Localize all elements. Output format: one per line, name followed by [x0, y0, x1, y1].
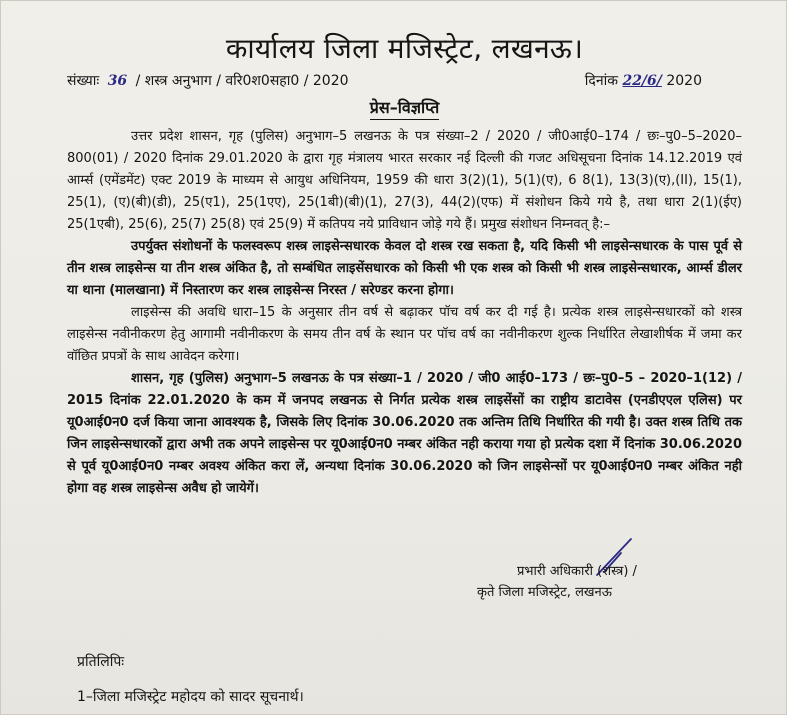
ref-prefix: संख्याः: [67, 73, 100, 89]
heading-wrap: [67, 96, 742, 120]
copy-label: प्रतिलिपिः: [77, 654, 125, 670]
date-handwritten: 22/6/: [622, 73, 662, 89]
signature-authority: कृते जिला मजिस्ट्रेट, लखनऊ: [477, 585, 612, 600]
copy-item: 1–जिला मजिस्ट्रेट महोदय को सादर सूचनार्थ।: [77, 689, 304, 705]
paragraph-two-weapons: उपर्युक्त संशोधनों के फलस्वरूप शस्त्र लाइसेन्सधारक केवल दो शस्त्र रख सकता है, यदि किसी भी लाइसेन्सधारक के पास पूर्व से तीन शस्त्र लाइसेन्स या तीन शस्त्र अंकित है, तो सम्बंधित लाइसेंसधारक को किसी भी एक शस्त्र को किसी भी शस्त्र लाइसेन्सधारक, आर्म्स डीलर या थाना (मालखाना) में निस्तारण कर शस्त्र लाइसेन्स निरस्त / सरेण्डर करना होगा।: [67, 239, 742, 298]
signature-officer: प्रभारी अधिकारी (शस्त्र) /: [517, 564, 637, 579]
date-year: 2020: [666, 73, 702, 89]
paragraph-amendment: उत्तर प्रदेश शासन, गृह (पुलिस) अनुभाग–5 लखनऊ के पत्र संख्या–2 / 2020 / जी0आई0–174 / छः–पु0–5–2020–800(01) / 2020 दिनांक 29.01.2020 के द्वारा गृह मंत्रालय भारत सरकार नई दिल्ली की गजट अधिसूचना दिनांक 14.12.2019 एवं आर्म्स (एमेंडमेंट) एक्ट 2019 के माध्यम से आयुध अधिनियम, 1959 की धारा 3(2)(1), 5(1)(ए), 6 8(1), 13(3)(ए),(II), 15(1), 25(1), (ए)(बी)(डी), 25(ए1), 25(1एए), 25(1बी)(बी)(1), 27(3), 44(2)(एफ) में संशोधन किये गये है, तथा धारा 2(1)(ईए) 25(1एबी), 25(6), 25(7) 25(8) एवं 25(9) में कतिपय नये प्राविधान जोड़े गये हैं। प्रमुख संशोधन निम्नवत् है:–: [67, 129, 742, 232]
press-release-heading: प्रेस–विज्ञप्ति: [370, 96, 439, 120]
paragraph-license-validity: लाइसेन्स की अवधि धारा–15 के अनुसार तीन वर्ष से बढ़ाकर पॉच वर्ष कर दी गई है। प्रत्येक शस्त्र लाइसेन्सधारकों को शस्त्र लाइसेन्स नवीनीकरण हेतु आगामी नवीनीकरण के समय तीन वर्ष के स्थान पर पॉच वर्ष का नवीनीकरण शुल्क निर्धारित लेखाशीर्षक में जमा कर वॉछित प्रपत्रों के साथ आवेदन करेगा।: [67, 305, 742, 364]
paragraph-uin-registration: शासन, गृह (पुलिस) अनुभाग–5 लखनऊ के पत्र संख्या–1 / 2020 / जी0 आई0–173 / छः–पु0–5 – 2020–1(12) / 2015 दिनांक 22.01.2020 के कम में जनपद लखनऊ से निर्गत प्रत्येक शस्त्र लाइसेंसों का राष्ट्रीय डाटावेस (एनडीएएल एलिस) पर यू0आई0न0 दर्ज किया जाना आवश्यक है, जिसके लिए दिनांक 30.06.2020 तक अन्तिम तिथि निर्धारित की गयी है। उक्त शस्त्र तिथि तक जिन लाइसेन्सधारकों द्वारा अभी तक अपने लाइसेन्स पर यू0आई0न0 नम्बर अंकित नही कराया गया हो प्रत्येक दशा में दिनांक 30.06.2020 से पूर्व यू0आई0न0 नम्बर अवश्य अंकित करा लें, अन्यथा दिनांक 30.06.2020 को जिन लाइसेन्सों पर यू0आई0न0 नम्बर अंकित नही होगा वह शस्त्र लाइसेन्स अवैध हो जायेगें।: [67, 371, 742, 496]
ref-handwritten-number: 36: [107, 73, 128, 89]
office-title: कार्यालय जिला मजिस्ट्रेट, लखनऊ।: [225, 32, 584, 65]
ref-rest: / शस्त्र अनुभाग / वरि0श0सहा0 / 2020: [135, 73, 349, 89]
reference-row: [67, 71, 742, 90]
date-block: [585, 71, 702, 90]
date-label: दिनांक: [584, 73, 618, 89]
signature-block: [477, 561, 637, 603]
reference-number: [67, 71, 353, 90]
